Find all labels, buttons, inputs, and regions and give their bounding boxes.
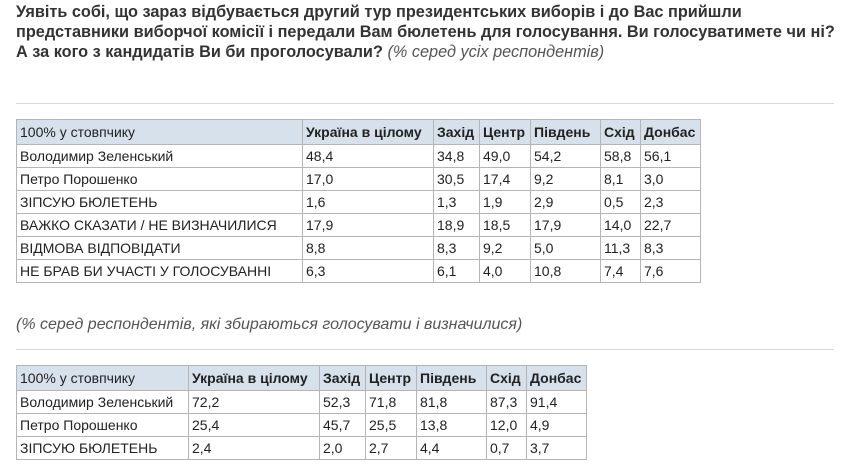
table-cell: 71,8: [366, 391, 417, 414]
table-row: [17, 414, 587, 437]
table-cell: 58,8: [601, 145, 641, 168]
table-cell: 25,5: [366, 414, 417, 437]
table-row: [17, 168, 701, 191]
table-cell: Володимир Зеленський: [17, 145, 303, 168]
table-cell: 0,5: [601, 191, 641, 214]
column-header: 100% у стовпчику: [17, 366, 189, 391]
table-cell: 4,0: [480, 260, 531, 283]
table-cell: 7,4: [601, 260, 641, 283]
table-cell: 54,2: [531, 145, 601, 168]
table-cell: 9,2: [480, 237, 531, 260]
column-header: Донбас: [641, 120, 701, 145]
table-header-row: [17, 366, 587, 391]
table-cell: 49,0: [480, 145, 531, 168]
table-cell: 13,8: [417, 414, 487, 437]
table-cell: 72,2: [189, 391, 320, 414]
table-cell: 4,9: [527, 414, 587, 437]
table-cell: ЗІПСУЮ БЮЛЕТЕНЬ: [17, 191, 303, 214]
table-cell: 3,7: [527, 437, 587, 460]
question-heading: [16, 2, 846, 62]
table-cell: 52,3: [320, 391, 366, 414]
table-cell: 2,0: [320, 437, 366, 460]
table-row: [17, 191, 701, 214]
table-cell: 18,5: [480, 214, 531, 237]
column-header: Схід: [601, 120, 641, 145]
table-cell: 8,3: [641, 237, 701, 260]
table-cell: 10,8: [531, 260, 601, 283]
table-cell: 34,8: [434, 145, 480, 168]
table-cell: ВАЖКО СКАЗАТИ / НЕ ВИЗНАЧИЛИСЯ: [17, 214, 303, 237]
subtitle-decided: (% серед респондентів, які збираються голосувати і визначилися): [16, 316, 523, 333]
table-cell: 5,0: [531, 237, 601, 260]
column-header: Захід: [320, 366, 366, 391]
table-cell: 48,4: [303, 145, 434, 168]
table-cell: 45,7: [320, 414, 366, 437]
table-cell: 81,8: [417, 391, 487, 414]
table-cell: 56,1: [641, 145, 701, 168]
table-cell: 8,8: [303, 237, 434, 260]
table-cell: 17,9: [303, 214, 434, 237]
table-cell: 9,2: [531, 168, 601, 191]
table-row: [17, 260, 701, 283]
column-header: Центр: [366, 366, 417, 391]
table-cell: 6,1: [434, 260, 480, 283]
column-header: Захід: [434, 120, 480, 145]
table-row: [17, 214, 701, 237]
table-cell: 18,9: [434, 214, 480, 237]
table-cell: 0,7: [487, 437, 527, 460]
table-cell: 14,0: [601, 214, 641, 237]
table-cell: 87,3: [487, 391, 527, 414]
table-cell: 17,4: [480, 168, 531, 191]
table-cell: 1,3: [434, 191, 480, 214]
column-header: Донбас: [527, 366, 587, 391]
table-cell: 17,0: [303, 168, 434, 191]
table-cell: 6,3: [303, 260, 434, 283]
table-row: [17, 437, 587, 460]
table-cell: 4,4: [417, 437, 487, 460]
column-header: Південь: [531, 120, 601, 145]
table-cell: 7,6: [641, 260, 701, 283]
table-cell: 2,7: [366, 437, 417, 460]
table-cell: 30,5: [434, 168, 480, 191]
column-header: Схід: [487, 366, 527, 391]
table-cell: 8,3: [434, 237, 480, 260]
table-cell: 8,1: [601, 168, 641, 191]
table-cell: 3,0: [641, 168, 701, 191]
table-header-row: [17, 120, 701, 145]
column-header: Центр: [480, 120, 531, 145]
table-cell: 2,9: [531, 191, 601, 214]
table-cell: 17,9: [531, 214, 601, 237]
divider: [16, 349, 834, 350]
table-cell: Петро Порошенко: [17, 168, 303, 191]
column-header: Україна в цілому: [303, 120, 434, 145]
results-table-decided: [16, 365, 587, 460]
table-cell: 25,4: [189, 414, 320, 437]
table-cell: 1,6: [303, 191, 434, 214]
table-row: [17, 145, 701, 168]
table-cell: 22,7: [641, 214, 701, 237]
column-header: Україна в цілому: [189, 366, 320, 391]
question-note: (% серед усіх респондентів): [387, 43, 605, 61]
table-cell: Володимир Зеленський: [17, 391, 189, 414]
table-cell: 11,3: [601, 237, 641, 260]
table-row: [17, 237, 701, 260]
table-cell: 1,9: [480, 191, 531, 214]
table-cell: 91,4: [527, 391, 587, 414]
table-cell: 12,0: [487, 414, 527, 437]
column-header: Південь: [417, 366, 487, 391]
table-cell: ЗІПСУЮ БЮЛЕТЕНЬ: [17, 437, 189, 460]
column-header: 100% у стовпчику: [17, 120, 303, 145]
table-cell: НЕ БРАВ БИ УЧАСТІ У ГОЛОСУВАННІ: [17, 260, 303, 283]
table-cell: Петро Порошенко: [17, 414, 189, 437]
table-row: [17, 391, 587, 414]
table-cell: 2,4: [189, 437, 320, 460]
table-cell: 2,3: [641, 191, 701, 214]
question-text: Уявіть собі, що зараз відбувається другий тур президентських виборів і до Вас прийшли представники виборчої комісії і передали Вам бюлетень для голосування. Ви голосуватимете чи ні? А за кого з кандидатів Ви би проголосували?: [16, 3, 835, 61]
divider: [16, 103, 834, 104]
table-cell: ВІДМОВА ВІДПОВІДАТИ: [17, 237, 303, 260]
results-table-all: [16, 119, 701, 283]
